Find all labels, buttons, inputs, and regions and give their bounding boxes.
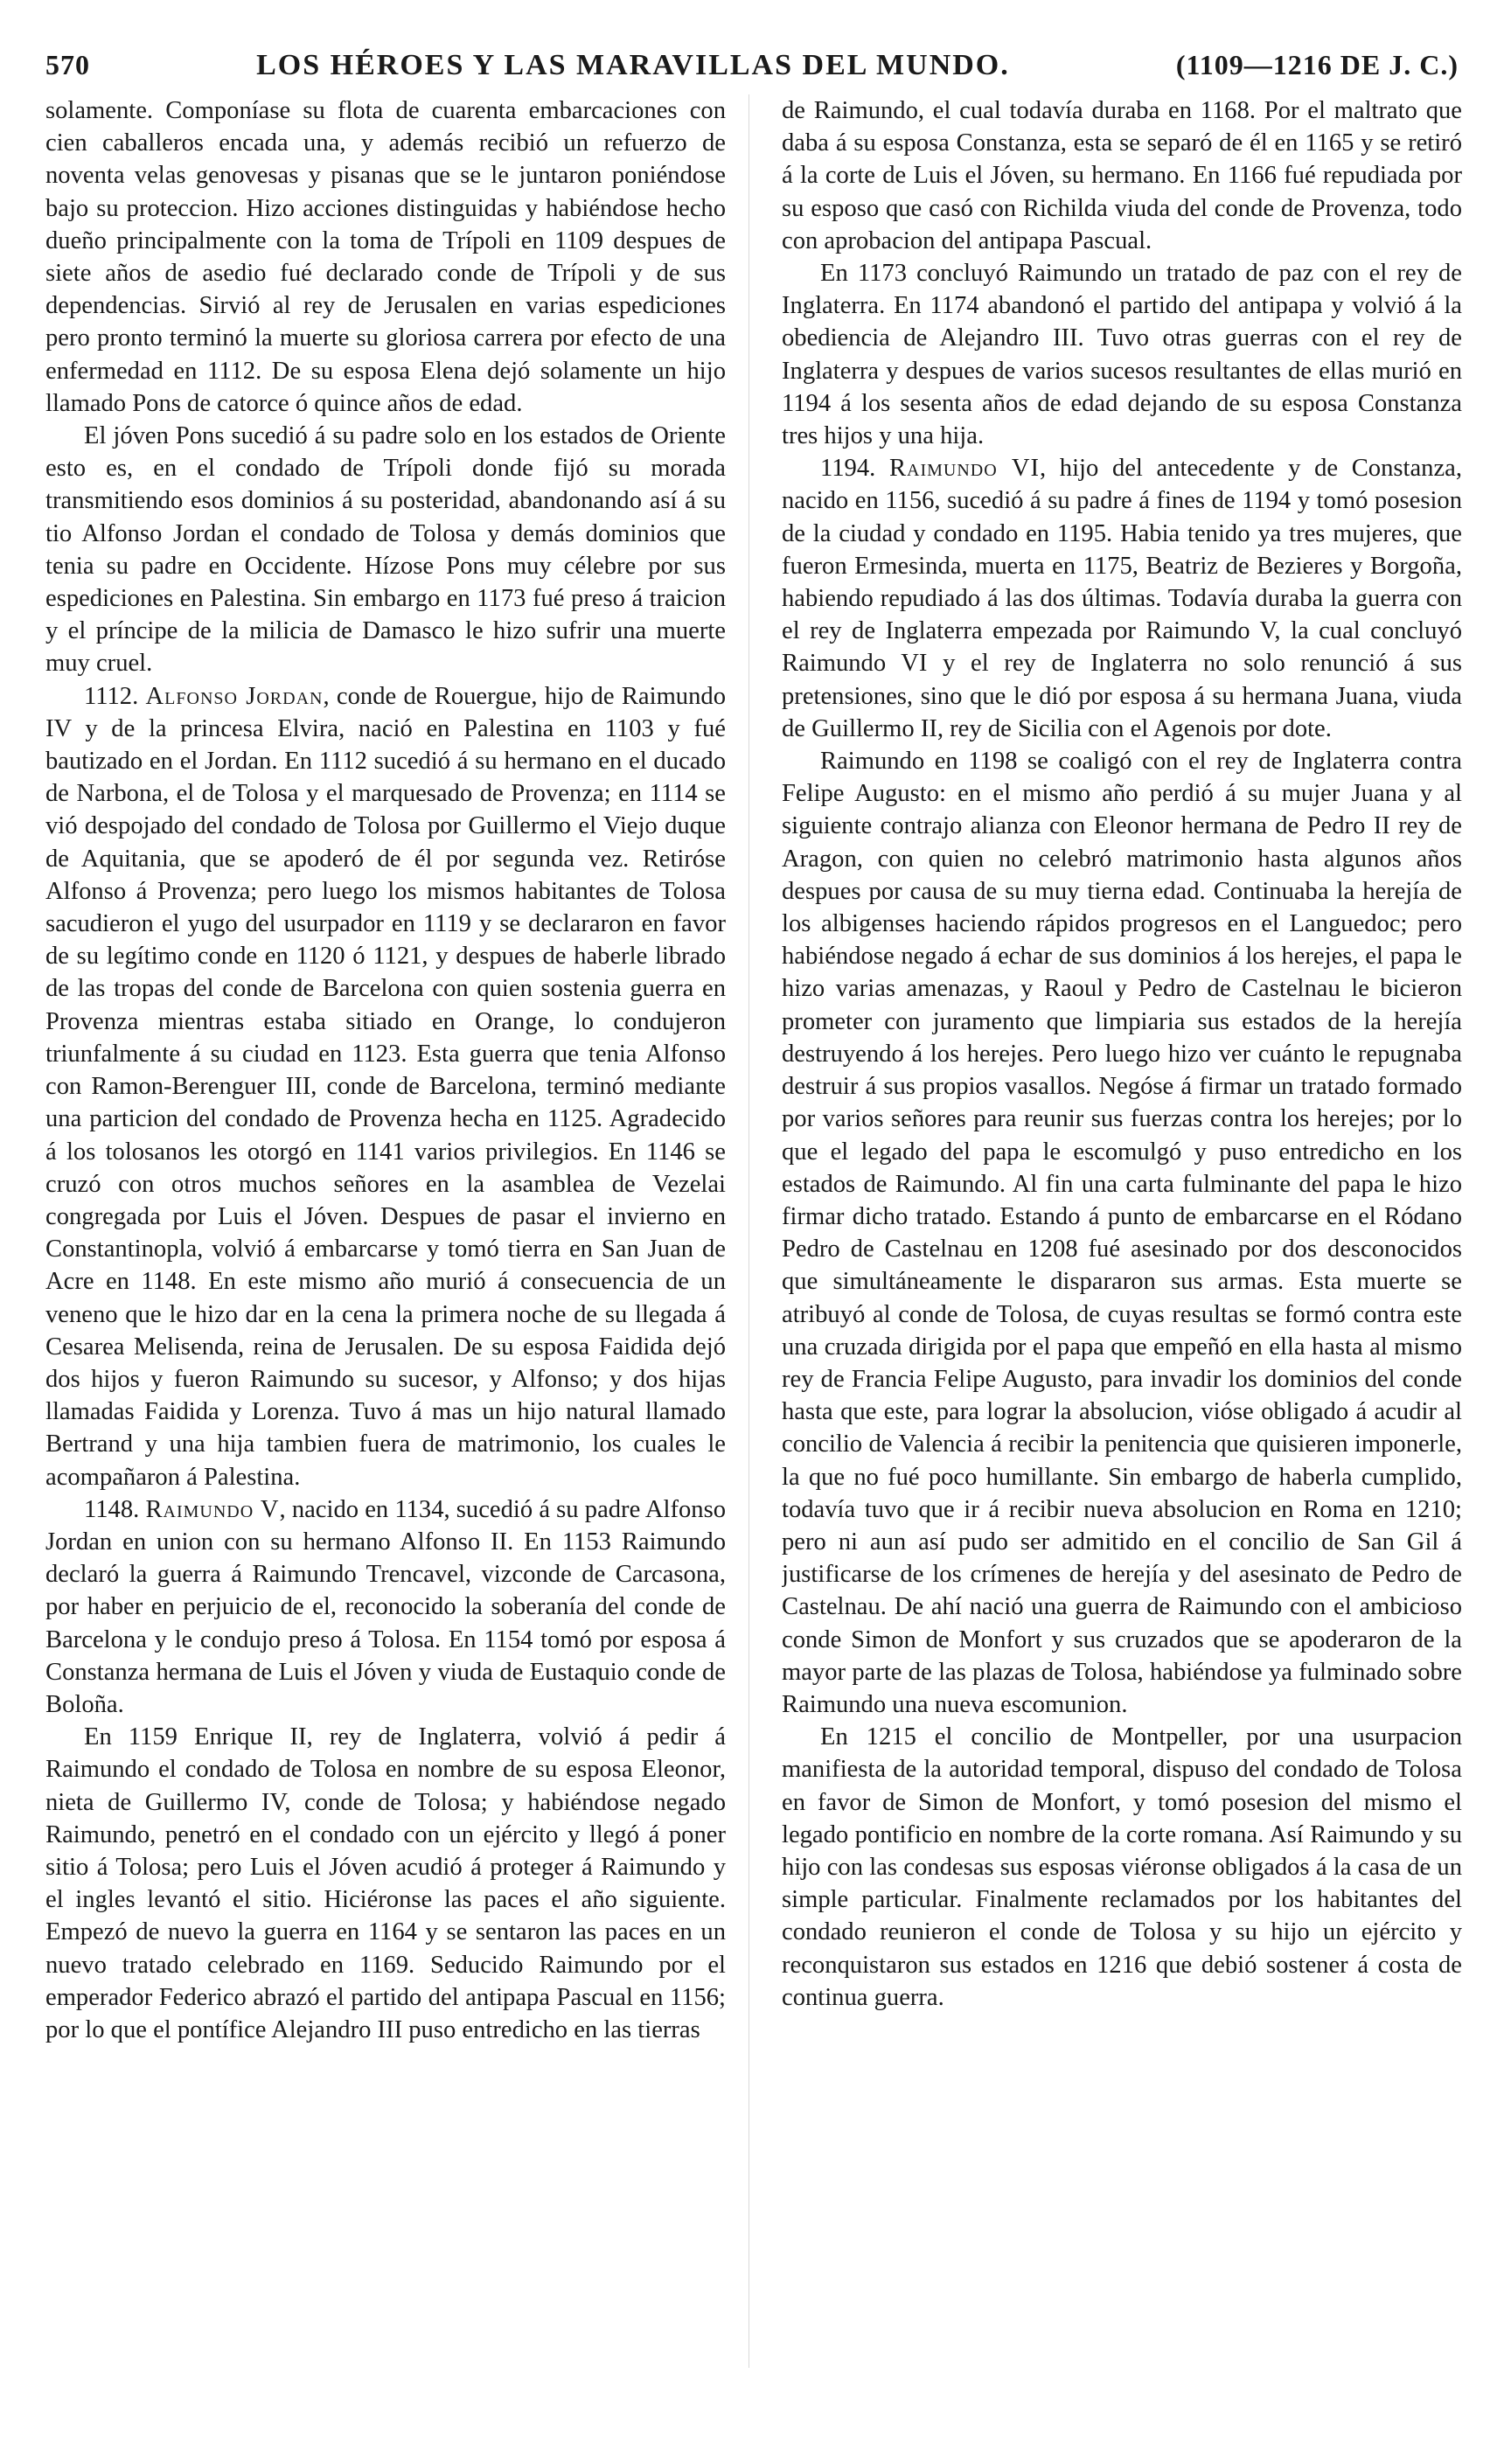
paragraph: El jóven Pons sucedió á su padre solo en los estados de Oriente esto es, en el condado de Trípoli donde fijó su morada transmitiendo esos dominios á su posteridad, abandonando así á su tio Alfonso Jordan el condado de Tolosa y demás dominios que tenia su padre en Occidente. Hízose Pons muy célebre por sus espediciones en Palestina. Sin embargo en 1173 fué preso á traicion y el príncipe de la milicia de Damasco le hizo sufrir una muerte muy cruel. <box>45 422 726 678</box>
paragraph: En 1159 Enrique II, rey de Inglaterra, volvió á pedir á Raimundo el condado de Tolosa en nombre de su esposa Eleonor, nieta de Guillermo IV, conde de Tolosa; y habiéndose negado Raimundo, penetró en el condado con un ejército y llegó á poner sitio á Tolosa; pero Luis el Jóven acudió á proteger á Raimundo y el ingles levantó el sitio. Hiciéronse las paces el año siguiente. Empezó de nuevo la guerra en 1164 y se sentaron las paces en un nuevo tratado celebrado en 1169. Seducido Raimundo por el emperador Federico abrazó el partido del antipapa Pascual en 1156; por lo que el pontífice Alejandro III puso entredicho en las tierras <box>45 1723 726 2043</box>
entry-year: 1148. <box>84 1495 140 1523</box>
entry-text: , nacido en 1134, sucedió á su padre Alfonso Jordan en union con su hermano Alfonso II. En 1153 Raimundo declaró la guerra á Raimundo Trencavel, vizconde de Carcasona, por haber en perjuicio de el, reconocido la soberanía del conde de Barcelona y le condujo preso á Tolosa. En 1154 tomó por esposa á Constanza hermana de Luis el Jóven y viuda de Eustaquio conde de Boloña. <box>45 1495 726 1718</box>
entry-year: 1112. <box>84 682 139 710</box>
entry-text: , hijo del antecedente y de Constanza, nacido en 1156, sucedió á su padre á fines de 1194 y tomó posesion de la ciudad y condado en 1195. Habia tenido ya tres mujeres, que fueron Ermesinda, muerta en 1175, Beatriz de Bezieres y Borgoña, habiendo repudiado á las dos últimas. Todavía duraba la guerra con el rey de Inglaterra empezada por Raimundo V, la cual concluyó Raimundo VI y el rey de Inglaterra no solo renunció á sus pretensiones, sino que le dió por esposa á su hermana Juana, viuda de Guillermo II, rey de Sicilia con el Agenois por dote. <box>782 455 1462 742</box>
paragraph: solamente. Componíase su flota de cuarenta embarcaciones con cien caballeros encada una, y además recibió un refuerzo de noventa velas genovesas y pisanas que se le juntaron poniéndose bajo su proteccion. Hizo acciones distinguidas y habiéndose hecho dueño principalmente con la toma de Trípoli en 1109 despues de siete años de asedio fué declarado conde de Trípoli y de sus dependencias. Sirvió al rey de Jerusalen en varias espediciones pero pronto terminó la muerte su gloriosa carrera por efecto de una enfermedad en 1112. De su esposa Elena dejó solamente un hijo llamado Pons de catorce ó quince años de edad. <box>45 97 726 417</box>
right-column <box>782 94 1462 2420</box>
date-range: (1109—1216 DE J. C.) <box>1175 49 1459 80</box>
entry-paragraph <box>45 680 726 1493</box>
left-column <box>45 94 726 2420</box>
paragraph: En 1173 concluyó Raimundo un tratado de paz con el rey de Inglaterra. En 1174 abandonó el partido del antipapa y volvió á la obediencia de Alejandro III. Tuvo otras guerras con el rey de Inglaterra y despues de varios sucesos resultantes de ellas murió en 1194 á los sesenta años de edad dejando de su esposa Constanza tres hijos y una hija. <box>782 260 1462 450</box>
page-number: 570 <box>45 49 90 80</box>
page-header <box>45 49 1459 87</box>
running-title: LOS HÉROES Y LAS MARAVILLAS DEL MUNDO. <box>256 49 1010 81</box>
paragraph: de Raimundo, el cual todavía duraba en 1168. Por el maltrato que daba á su esposa Constanza, esta se separó de él en 1165 y se retiró á la corte de Luis el Jóven, su hermano. En 1166 fué repudiada por su esposo que casó con Richilda viuda del conde de Provenza, todo con aprobacion del antipapa Pascual. <box>782 97 1462 254</box>
entry-name: Alfonso Jordan <box>145 682 324 710</box>
paragraph: En 1215 el concilio de Montpeller, por una usurpacion manifiesta de la autoridad temporal, dispuso del condado de Tolosa en favor de Simon de Monfort, y tomó posesion del mismo el legado pontificio en nombre de la corte romana. Así Raimundo y su hijo con las condesas sus esposas viéronse obligados á la casa de un simple particular. Finalmente reclamados por los habitantes del condado reunieron el conde de Tolosa y su hijo un ejército y reconquistaron sus estados en 1216 que debió sostener á costa de continua guerra. <box>782 1723 1462 2011</box>
entry-name: Raimundo VI <box>888 455 1040 483</box>
text-columns <box>45 94 1462 2420</box>
entry-year: 1194. <box>820 455 876 483</box>
entry-paragraph <box>782 452 1462 745</box>
paragraph: Raimundo en 1198 se coaligó con el rey de Inglaterra contra Felipe Augusto: en el mismo año perdió á su mujer Juana y al siguiente contrajo alianza con Eleonor hermana de Pedro II rey de Aragon, con quien no celebró matrimonio hasta algunos años despues por causa de su muy tierna edad. Continuaba la herejía de los albigenses haciendo rápidos progresos en el Languedoc; pero habiéndose negado á echar de sus dominios á los herejes, el papa le hizo varias amenazas, y Raoul y Pedro de Castelnau le bicieron prometer con juramento que limpiaria sus estados de la herejía destruyendo á los herejes. Pero luego hizo ver cuánto le repugnaba destruir á sus propios vasallos. Negóse á firmar un tratado formado por varios señores para reunir sus fuerzas contra los herejes; por lo que el legado del papa le escomulgó y puso entredicho en los estados de Raimundo. Al fin una carta fulminante del papa le hizo firmar dicho tratado. Estando á punto de embarcarse en el Ródano Pedro de Castelnau en 1208 fué asesinado por dos desconocidos que simultáneamente le dispararon sus armas. Esta muerte se atribuyó al conde de Tolosa, de cuyas resultas se formó contra este una cruzada dirigida por el papa que empeñó en ella hasta al mismo rey de Francia Felipe Augusto, para invadir los dominios del conde hasta que este, para lograr la absolucion, vióse obligado á acudir al concilio de Valencia á recibir la penitencia que quisieren imponerle, la que no fué poco humillante. Sin embargo de haberla cumplido, todavía tuvo que ir á recibir nueva absolucion en Roma en 1210; pero ni aun así pudo ser admitido en el concilio de San Gil á justificarse de los crímenes de herejía y del asesinato de Pedro de Castelnau. De ahí nació una guerra de Raimundo con el ambicioso conde Simon de Monfort y sus cruzados que se apoderaron de la mayor parte de las plazas de Tolosa, habiéndose ya fulminado sobre Raimundo una nueva escomunion. <box>782 748 1462 1718</box>
entry-text: , conde de Rouergue, hijo de Raimundo IV y de la princesa Elvira, nació en Palestina en 1103 y fué bautizado en el Jordan. En 1112 sucedió á su hermano en el ducado de Narbona, el de Tolosa y el marquesado de Provenza; en 1114 se vió despojado del condado de Tolosa por Guillermo el Viejo duque de Aquitania, que se apoderó de él por segunda vez. Retiróse Alfonso á Provenza; pero luego los mismos habitantes de Tolosa sacudieron el yugo del usurpador en 1119 y se declararon en favor de su legítimo conde en 1120 ó 1121, y despues de haberle librado de las tropas del conde de Barcelona con quien sostenia guerra en Provenza mientras estaba sitiado en Orange, lo condujeron triunfalmente á su ciudad en 1123. Esta guerra que tenia Alfonso con Ramon-Berenguer III, conde de Barcelona, terminó mediante una particion del condado de Provenza hecha en 1125. Agradecido á los tolosanos les otorgó en 1141 varios privilegios. En 1146 se cruzó con otros muchos señores en la asamblea de Vezelai congregada por Luis el Jóven. Despues de pasar el invierno en Constantinopla, volvió á embarcarse y tomó tierra en San Juan de Acre en 1148. En este mismo año murió á consecuencia de un veneno que le hizo dar en la cena la primera noche de su llegada á Cesarea Melisenda, reina de Jerusalen. De su esposa Faidida dejó dos hijos y fueron Raimundo su sucesor, y Alfonso; y dos hijas llamadas Faidida y Lorenza. Tuvo á mas un hijo natural llamado Bertrand y una hija tambien fuera de matrimonio, los cuales le acompañaron á Palestina. <box>45 682 726 1491</box>
entry-paragraph <box>45 1493 726 1721</box>
entry-name: Raimundo V <box>145 1495 280 1523</box>
